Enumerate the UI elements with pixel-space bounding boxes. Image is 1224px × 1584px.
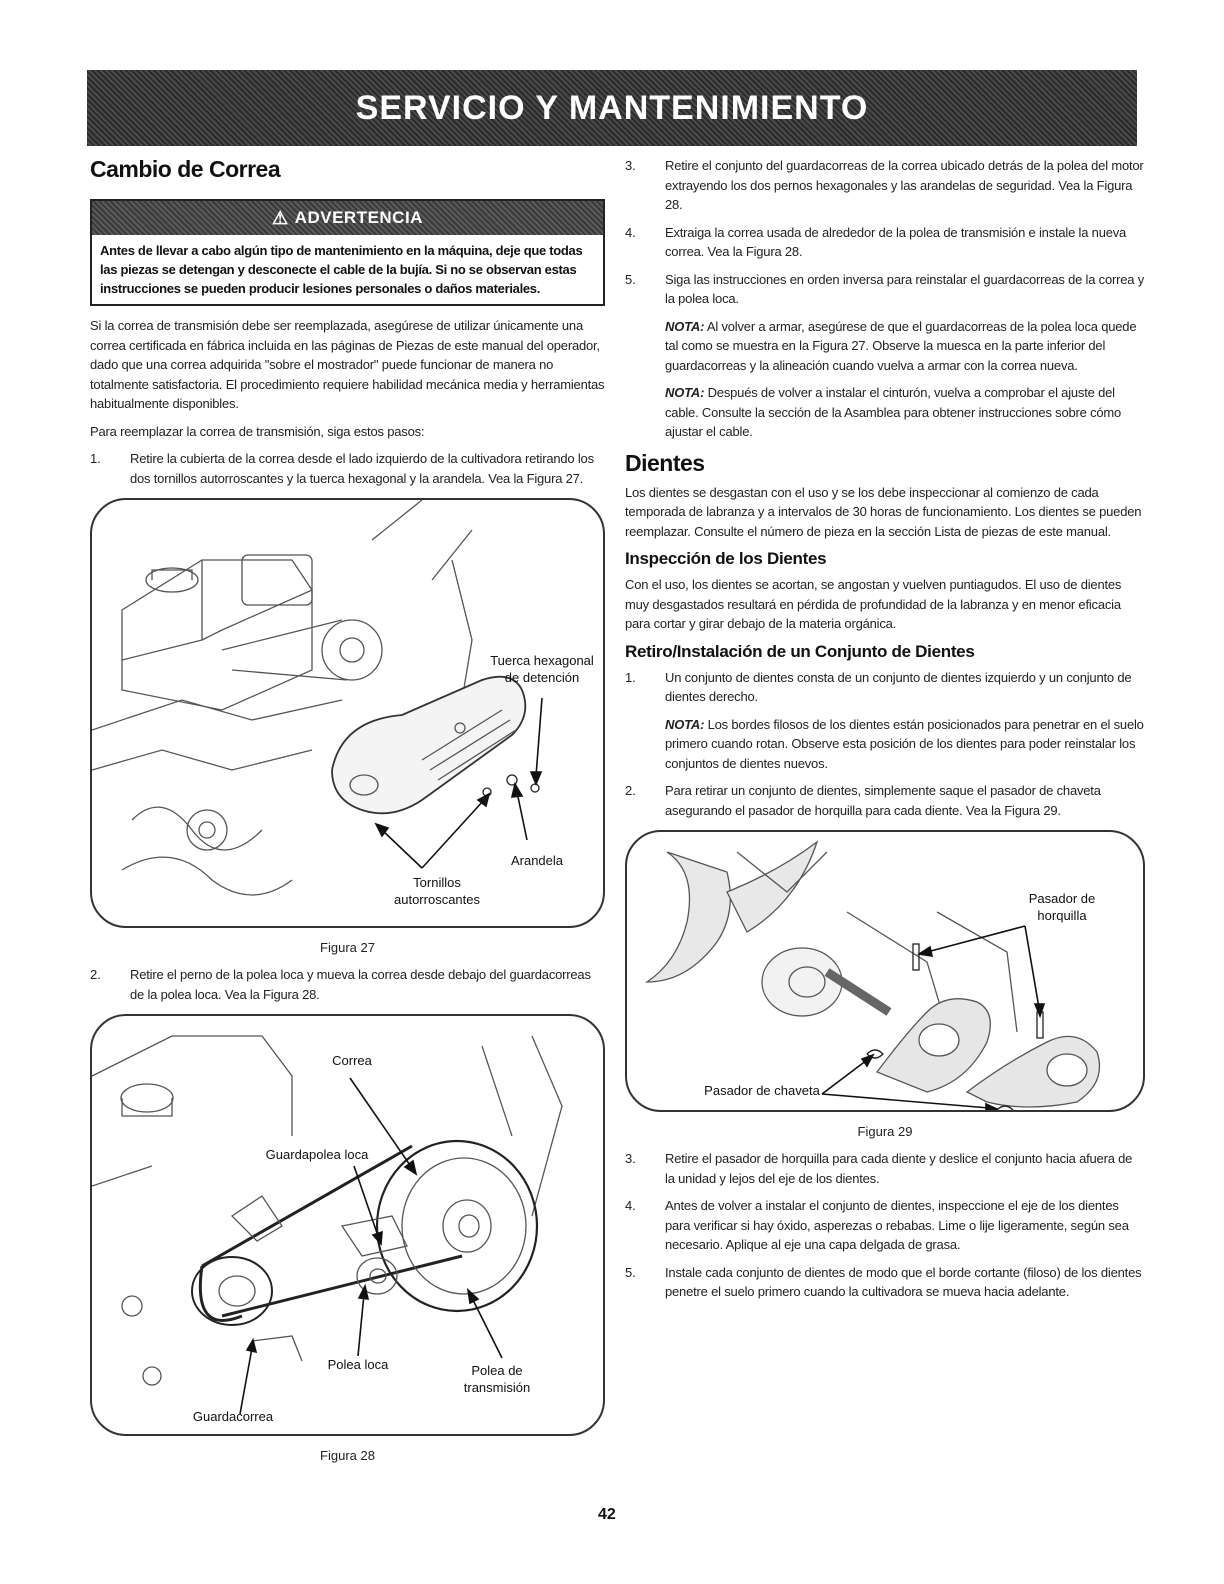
removal-step-5 — [625, 1263, 1145, 1302]
step-3 — [625, 156, 1145, 215]
step-number: 5. — [625, 1264, 636, 1280]
inspection-paragraph: Con el uso, los dientes se acortan, se angostan y vuelven puntiagudos. El uso de dientes muy desgastados resultará en pérdida de profundidad de la labranza y en menor eficacia para cortar y girar debajo de la materia orgánica. — [625, 577, 1122, 631]
intro-paragraph: Si la correa de transmisión debe ser reemplazada, asegúrese de utilizar únicamente una correa certificada en fábrica incluida en las páginas de Piezas de este manual del operador, dado que una correa adquirida "sobre el mostrador" puede funcionar de manera no totalmente satisfactoria. El procedimiento requiere habilidad mecánica media y herramientas habitualmente disponibles. — [90, 318, 605, 411]
lead-paragraph: Para reemplazar la correa de transmisión, siga estos pasos: — [90, 423, 425, 439]
step-number: 2. — [625, 783, 636, 798]
removal-step-2 — [625, 781, 1145, 820]
note-label: NOTA: — [665, 385, 705, 400]
label-drive-pulley: Polea de transmisión — [463, 1363, 531, 1395]
tine-assembly-illustration — [627, 832, 1143, 1110]
subheading-inspection: Inspección de los Dientes — [625, 549, 827, 568]
note-text: Al volver a armar, asegúrese de que el guardacorreas de la polea loca quede tal como se muestra en la Figura 27. Observe la muesca en la parte inferior del guardacorreas y la alineación cuando vuelva a armar con la correa nueva. — [665, 318, 1137, 373]
step-text: Retire el conjunto del guardacorreas de la correa ubicado detrás de la polea del motor extrayendo los dos pernos hexagonales y las arandelas de seguridad. Vea la Figura 28. — [665, 158, 1144, 212]
step-5 — [625, 270, 1145, 309]
label-idler-guard: Guardapolea loca — [265, 1147, 369, 1162]
warning-text: Antes de llevar a cabo algún tipo de mantenimiento en la máquina, deje que todas las piezas se detengan y desconecte el cable de la bujía. Si no se observan estas instrucciones se pueden producir lesiones personales o daños materiales. — [100, 243, 583, 296]
warning-title: ADVERTENCIA — [294, 208, 423, 227]
step-text: Retire la cubierta de la correa desde el lado izquierdo de la cultivadora retirando los dos tornillos autorroscantes y la tuerca hexagonal y la arandela. Vea la Figura 27. — [130, 451, 594, 486]
step-text: Retire el pasador de horquilla para cada diente y deslice el conjunto hacia afuera de la unidad y lejos del eje de los dientes. — [665, 1151, 1133, 1186]
step-text: Para retirar un conjunto de dientes, simplemente saque el pasador de chaveta asegurando el pasador de horquilla para cada diente. Vea la Figura 29. — [665, 783, 1101, 818]
label-self-tapping-screws: Tornillos autorroscantes — [394, 875, 480, 907]
label-belt-guard: Guardacorrea — [192, 1409, 274, 1424]
note-label: NOTA: — [665, 318, 705, 334]
label-idler-pulley: Polea loca — [327, 1357, 389, 1372]
step-2 — [90, 965, 605, 1004]
step-text: Antes de volver a instalar el conjunto de dientes, inspeccione el eje de los dientes para verificar si hay óxido, asperezas o rebabas. Lime o lije ligeramente, según sea necesario. Aplique al eje una capa delgada de grasa. — [665, 1198, 1129, 1252]
right-column — [625, 156, 1145, 1310]
removal-step-4 — [625, 1196, 1145, 1255]
figure-29 — [625, 830, 1145, 1112]
step-text: Instale cada conjunto de dientes de modo que el borde cortante (filoso) de los dientes penetre el suelo primero cuando la cultivadora se mueva hacia adelante. — [665, 1264, 1142, 1299]
removal-step-1 — [625, 668, 1145, 707]
label-hairpin: Pasador de horquilla — [1028, 891, 1096, 923]
page-banner — [87, 70, 1137, 146]
step-text: Extraiga la correa usada de alrededor de la polea de transmisión e instale la nueva correa. Vea la Figura 28. — [665, 224, 1127, 259]
step-1 — [90, 449, 605, 488]
step-4 — [625, 223, 1145, 262]
heading-tines: Dientes — [625, 449, 705, 476]
figure-28 — [90, 1014, 605, 1436]
step-text: Un conjunto de dientes consta de un conjunto de dientes izquierdo y un conjunto de dientes derecho. — [665, 669, 1132, 704]
step-number: 4. — [625, 224, 636, 240]
note-reassembly — [665, 317, 1145, 376]
step-text: Retire el perno de la polea loca y mueva la correa desde debajo del guardacorreas de la polea loca. Vea la Figura 28. — [130, 967, 591, 1002]
page-number: 42 — [598, 1506, 616, 1523]
label-hex-nut: Tuerca hexagonal de detención — [490, 653, 594, 685]
step-number: 5. — [625, 271, 636, 287]
warning-header — [92, 201, 603, 235]
warning-box — [90, 199, 605, 306]
note-text: Después de volver a instalar el cinturón, vuelva a comprobar el ajuste del cable. Consulte la sección de la Asamblea para obtener instrucciones sobre cómo ajustar el cable. — [665, 385, 1122, 439]
label-belt: Correa — [332, 1053, 372, 1068]
figure-28-caption: Figura 28 — [320, 1448, 375, 1463]
step-number: 3. — [625, 158, 636, 173]
step-number: 3. — [625, 1151, 636, 1166]
step-number: 4. — [625, 1198, 636, 1213]
note-label: NOTA: — [665, 716, 705, 732]
step-number: 1. — [625, 669, 636, 685]
tines-intro: Los dientes se desgastan con el uso y se los debe inspeccionar al comienzo de cada temporada de labranza y a intervalos de 30 horas de funcionamiento. Los dientes se pueden reemplazar. Consulte el número de pieza en la sección Lista de piezas de este manual. — [625, 484, 1142, 539]
note-text: Los bordes filosos de los dientes están posicionados para penetrar en el suelo primero cuando rotan. Observe esta posición de los dientes para poder reinstalar los conjuntos de dientes nuevos. — [665, 716, 1144, 771]
label-washer: Arandela — [510, 853, 564, 868]
subheading-removal: Retiro/Instalación de un Conjunto de Dientes — [625, 641, 975, 661]
banner-title: SERVICIO Y MANTENIMIENTO — [355, 88, 869, 127]
figure-27 — [90, 498, 605, 928]
left-column — [90, 156, 605, 1473]
step-text: Siga las instrucciones en orden inversa para reinstalar el guardacorreas de la correa y la polea loca. — [665, 271, 1145, 306]
step-number: 2. — [90, 967, 101, 982]
figure-29-caption: Figura 29 — [857, 1124, 913, 1139]
removal-step-3 — [625, 1149, 1145, 1188]
step-number: 1. — [90, 451, 101, 466]
warning-triangle-icon: ⚠ — [272, 207, 289, 228]
heading-belt-change: Cambio de Correa — [90, 156, 281, 182]
label-cotter-pin: Pasador de chaveta — [704, 1083, 820, 1098]
note-cable — [665, 383, 1145, 442]
note-sharp-edges — [665, 715, 1145, 774]
figure-27-caption: Figura 27 — [320, 940, 375, 955]
